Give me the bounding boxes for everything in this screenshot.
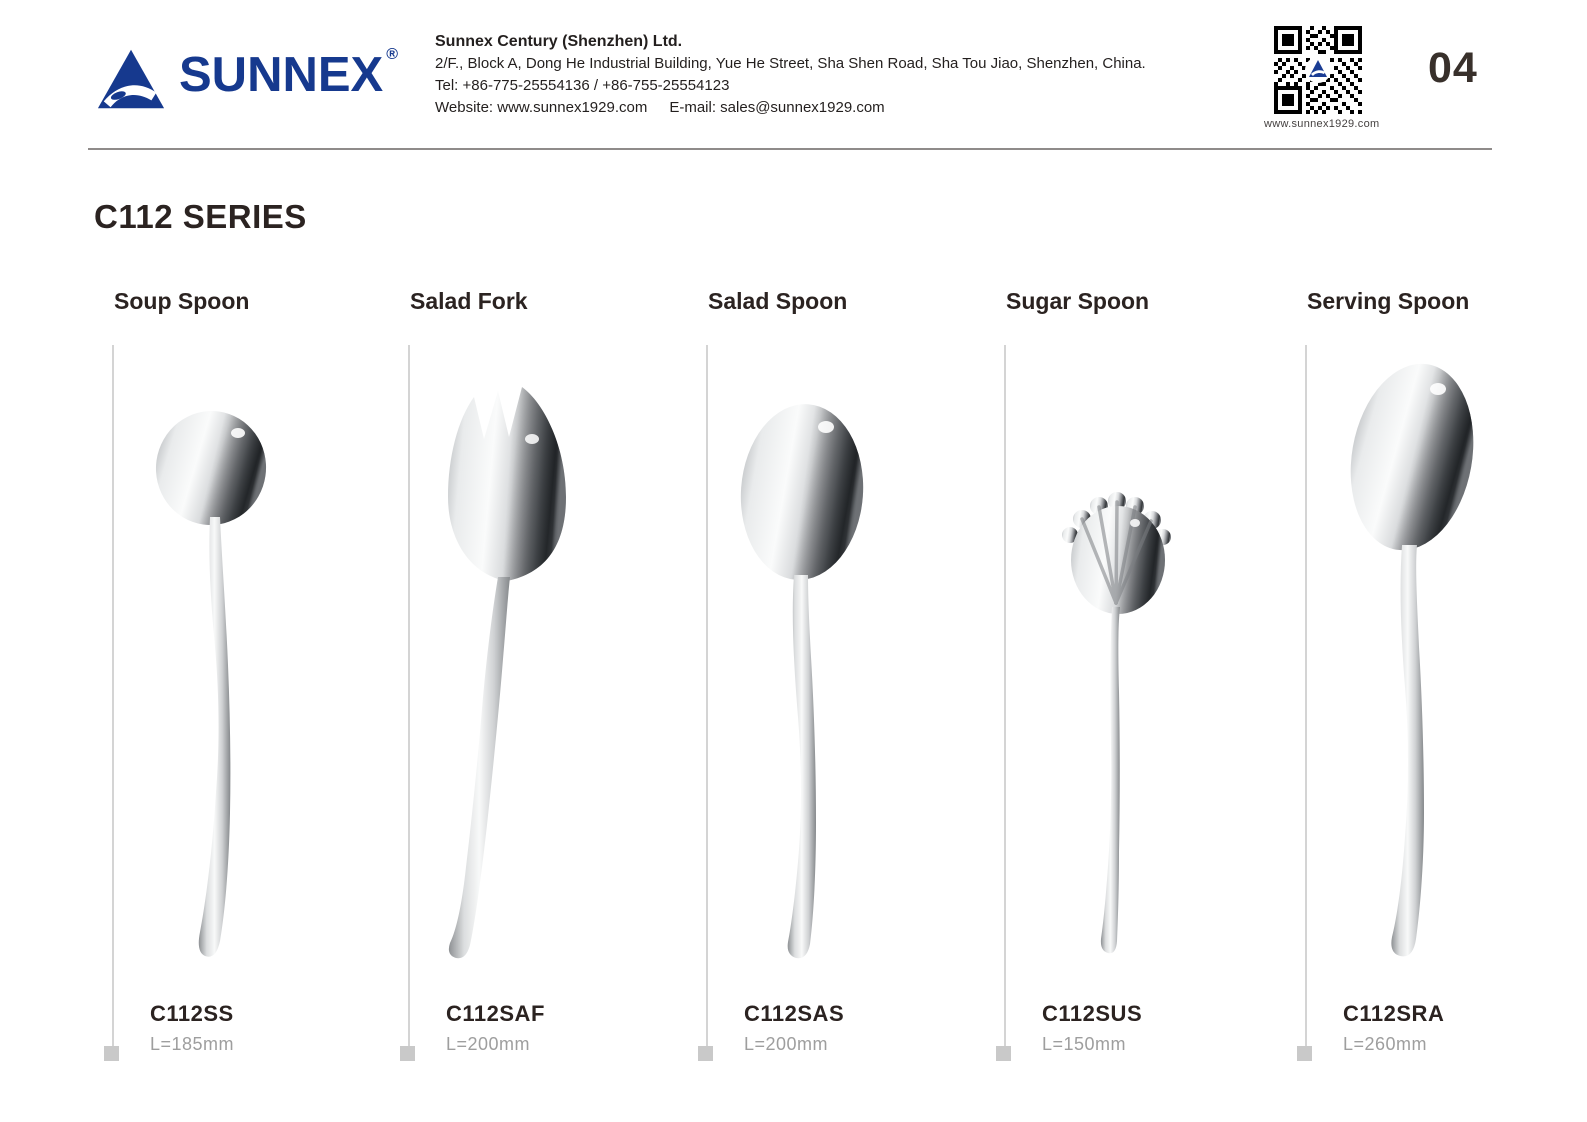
qr-code-icon: [1274, 26, 1362, 114]
product-length: L=150mm: [1042, 1034, 1127, 1054]
company-website: Website: www.sunnex1929.com: [435, 99, 648, 116]
qr-caption: www.sunnex1929.com: [1264, 118, 1380, 130]
qr-finder-top-right: [1334, 26, 1362, 54]
bullet-square: [1297, 1046, 1312, 1061]
product-name: Serving Spoon: [1307, 288, 1470, 314]
soup-spoon-image: [112, 347, 408, 1007]
product-column-salad-fork: [408, 282, 704, 1082]
company-tel: Tel: +86-775-25554136 / +86-755-25554123: [435, 77, 730, 94]
header-divider: [88, 148, 1492, 150]
logo-wordmark: SUNNEX: [179, 48, 384, 102]
product-name: Salad Fork: [410, 288, 528, 314]
sunnex-logo: [95, 44, 398, 111]
company-address: 2/F., Block A, Dong He Industrial Building, Yue He Street, Sha Shen Road, Sha Tou Jiao, Shenzhen, China.: [435, 55, 1146, 72]
product-name: Salad Spoon: [708, 288, 848, 314]
company-info: [435, 31, 1146, 119]
company-web-email: [435, 97, 1146, 119]
product-length: L=200mm: [744, 1034, 829, 1054]
product-code: C112SAS: [744, 1001, 845, 1026]
page-title: C112 SERIES: [94, 198, 307, 235]
product-column-sugar-spoon: [1004, 282, 1300, 1082]
bullet-square: [104, 1046, 119, 1061]
salad-spoon-image: [706, 347, 1002, 1007]
qr-block: [1264, 26, 1380, 130]
product-code: C112SRA: [1343, 1001, 1445, 1026]
sugar-spoon-image: [1004, 347, 1300, 1007]
product-code: C112SAF: [446, 1001, 545, 1026]
product-length: L=185mm: [150, 1034, 235, 1054]
product-code: C112SS: [150, 1001, 234, 1026]
page-number: 04: [1428, 44, 1478, 92]
bullet-square: [698, 1046, 713, 1061]
bullet-square: [400, 1046, 415, 1061]
company-name: Sunnex Century (Shenzhen) Ltd.: [435, 33, 683, 50]
product-column-soup-spoon: [112, 282, 408, 1082]
product-length: L=260mm: [1343, 1034, 1428, 1054]
product-name: Sugar Spoon: [1006, 288, 1150, 314]
company-email: E-mail: sales@sunnex1929.com: [669, 99, 885, 116]
registered-mark: ®: [386, 46, 399, 63]
product-column-salad-spoon: [706, 282, 1002, 1082]
product-length: L=200mm: [446, 1034, 531, 1054]
product-code: C112SUS: [1042, 1001, 1143, 1026]
qr-finder-bottom-left: [1274, 86, 1302, 114]
salad-fork-image: [408, 347, 704, 1007]
bullet-square: [996, 1046, 1011, 1061]
product-column-serving-spoon: [1305, 282, 1587, 1082]
serving-spoon-image: [1305, 347, 1587, 1007]
qr-finder-top-left: [1274, 26, 1302, 54]
sunnex-triangle-icon: [95, 47, 167, 111]
product-name: Soup Spoon: [114, 288, 250, 314]
